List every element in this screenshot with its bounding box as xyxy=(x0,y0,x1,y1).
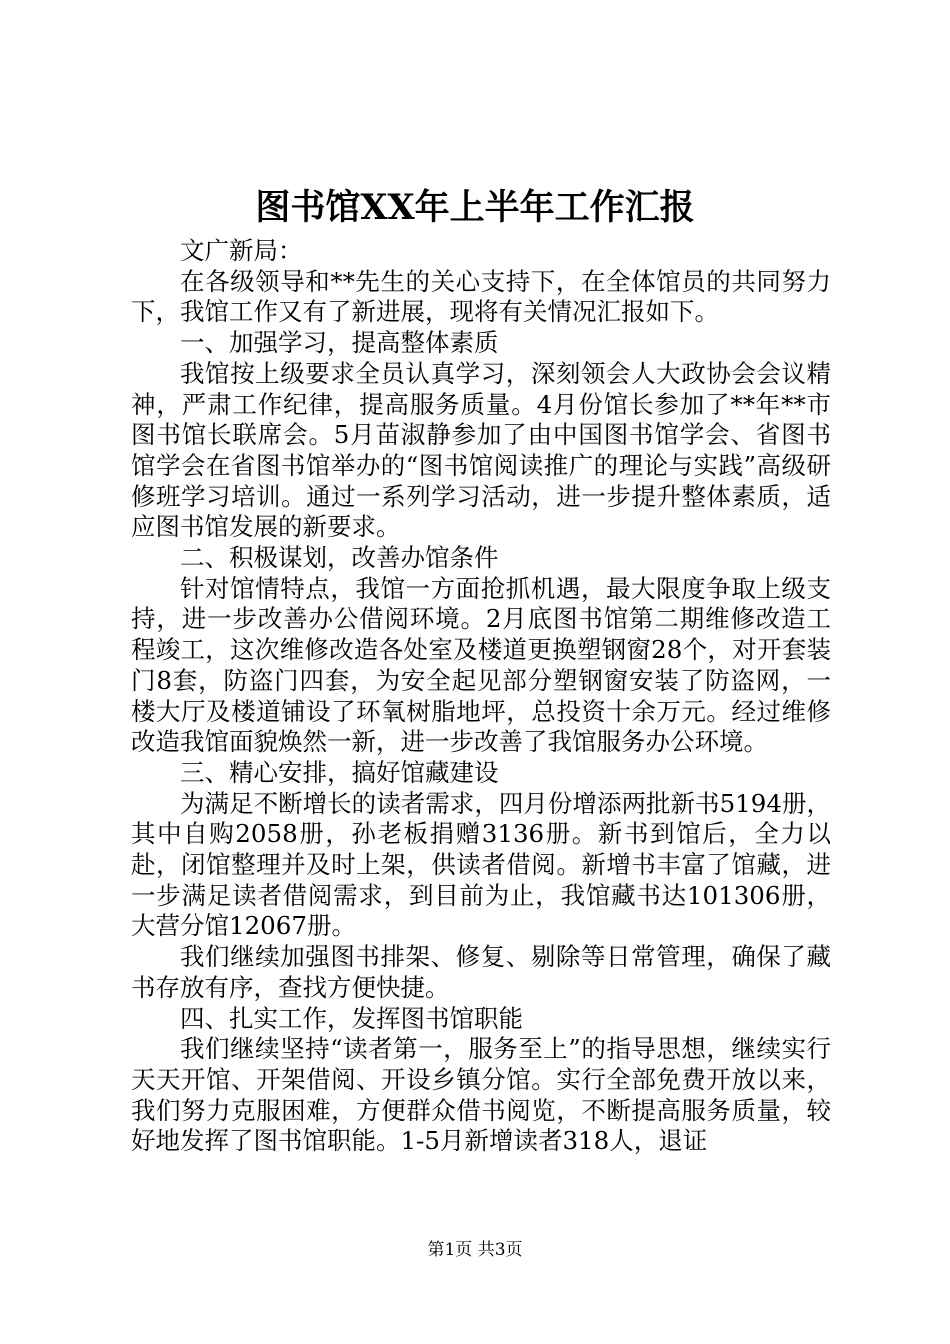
document-title: 图书馆XX年上半年工作汇报 xyxy=(255,187,695,228)
paragraph-intro: 在各级领导和**先生的关心支持下，在全体馆员的共同努力下，我馆工作又有了新进展，现将有关情况汇报如下。 xyxy=(131,266,831,327)
salutation: 文广新局： xyxy=(180,236,303,265)
paragraph-section-4: 我们继续坚持“读者第一，服务至上”的指导思想，继续实行天天开馆、开架借阅、开设乡镇分馆。实行全部免费开放以来，我们努力克服困难，方便群众借书阅览，不断提高服务质量，较好地发挥了图书馆职能。1-5月新增读者318人，退证 xyxy=(131,1034,831,1156)
document-body xyxy=(131,236,831,1157)
paragraph-section-1: 我馆按上级要求全员认真学习，深刻领会人大政协会会议精神，严肃工作纪律，提高服务质量。4月份馆长参加了**年**市图书馆长联席会。5月苗淑静参加了由中国图书馆学会、省图书馆学会在省图书馆举办的“图书馆阅读推广的理论与实践”高级研修班学习培训。通过一系列学习活动，进一步提升整体素质，适应图书馆发展的新要求。 xyxy=(131,358,831,542)
page-footer: 第1页 共3页 xyxy=(427,1240,523,1260)
section-heading-4: 四、扎实工作，发挥图书馆职能 xyxy=(180,1003,523,1033)
paragraph-section-3b: 我们继续加强图书排架、修复、剔除等日常管理，确保了藏书存放有序，查找方便快捷。 xyxy=(131,942,831,1002)
section-heading-2: 二、积极谋划，改善办馆条件 xyxy=(180,543,499,573)
paragraph-section-3a: 为满足不断增长的读者需求，四月份增添两批新书5194册，其中自购2058册，孙老板捐赠3136册。新书到馆后，全力以赴，闭馆整理并及时上架，供读者借阅。新增书丰富了馆藏，进一步满足读者借阅需求，到目前为止，我馆藏书达101306册，大营分馆12067册。 xyxy=(131,788,831,941)
section-heading-3: 三、精心安排，搞好馆藏建设 xyxy=(180,757,499,787)
section-heading-1: 一、加强学习，提高整体素质 xyxy=(180,328,499,358)
paragraph-section-2: 针对馆情特点，我馆一方面抢抓机遇，最大限度争取上级支持，进一步改善办公借阅环境。2月底图书馆第二期维修改造工程竣工，这次维修改造各处室及楼道更换塑钢窗28个，对开套装门8套，防盗门四套，为安全起见部分塑钢窗安装了防盗网，一楼大厅及楼道铺设了环氧树脂地坪，总投资十余万元。经过维修改造我馆面貌焕然一新，进一步改善了我馆服务办公环境。 xyxy=(131,573,831,757)
